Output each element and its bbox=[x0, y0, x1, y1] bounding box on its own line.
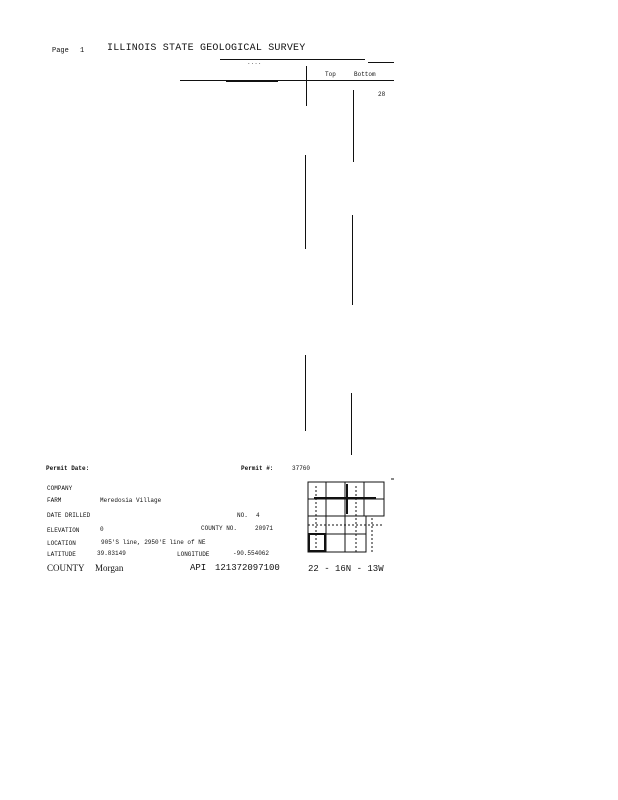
farm-label: FARM bbox=[47, 497, 62, 504]
location-value: 905'S line, 2950'E line of NE bbox=[101, 539, 206, 546]
bottom-column-line bbox=[353, 90, 354, 162]
bottom-column-rule bbox=[351, 80, 373, 81]
bottom-column-line bbox=[352, 215, 353, 305]
column-top-label: Top bbox=[325, 71, 336, 78]
api-value: 121372097100 bbox=[215, 563, 280, 573]
header-rule bbox=[220, 59, 365, 60]
permit-date-label: Permit Date: bbox=[46, 465, 90, 472]
location-label: LOCATION bbox=[47, 540, 76, 547]
county-value: Morgan bbox=[95, 563, 124, 573]
page-label: Page bbox=[52, 47, 69, 55]
elevation-value: 0 bbox=[100, 526, 104, 533]
legal-location: 22 - 16N - 13W bbox=[308, 564, 384, 574]
top-column-line bbox=[305, 155, 306, 249]
api-label: API bbox=[190, 563, 207, 573]
elevation-label: ELEVATION bbox=[47, 527, 80, 534]
bottom-column-line bbox=[351, 393, 352, 455]
document-title: ILLINOIS STATE GEOLOGICAL SURVEY bbox=[107, 43, 306, 54]
section-plat-map bbox=[306, 478, 396, 558]
table-header-rule-bold bbox=[226, 81, 278, 82]
well-no-label: NO. bbox=[237, 512, 248, 519]
permit-number-label: Permit #: bbox=[241, 465, 274, 472]
latitude-value: 39.83149 bbox=[97, 550, 126, 557]
header-rule-right bbox=[368, 62, 394, 63]
latitude-label: LATITUDE bbox=[47, 551, 76, 558]
county-label: COUNTY bbox=[47, 563, 85, 573]
plat-section-highlight bbox=[309, 534, 325, 551]
bottom-depth-value: 28 bbox=[378, 91, 386, 98]
farm-value: Meredosia Village bbox=[100, 497, 162, 504]
longitude-value: -90.554062 bbox=[233, 550, 270, 557]
permit-number-value: 37760 bbox=[292, 465, 311, 472]
county-no-value: 20971 bbox=[255, 525, 274, 532]
company-label: COMPANY bbox=[47, 485, 73, 492]
longitude-label: LONGITUDE bbox=[177, 551, 210, 558]
well-no-value: 4 bbox=[256, 512, 260, 519]
county-no-label: COUNTY NO. bbox=[201, 525, 238, 532]
date-drilled-label: DATE DRILLED bbox=[47, 512, 91, 519]
column-bottom-label: Bottom bbox=[354, 71, 376, 78]
header-dots: .... bbox=[247, 59, 262, 66]
top-column-line bbox=[306, 66, 307, 106]
page-number: 1 bbox=[80, 47, 85, 55]
top-column-line bbox=[305, 355, 306, 431]
